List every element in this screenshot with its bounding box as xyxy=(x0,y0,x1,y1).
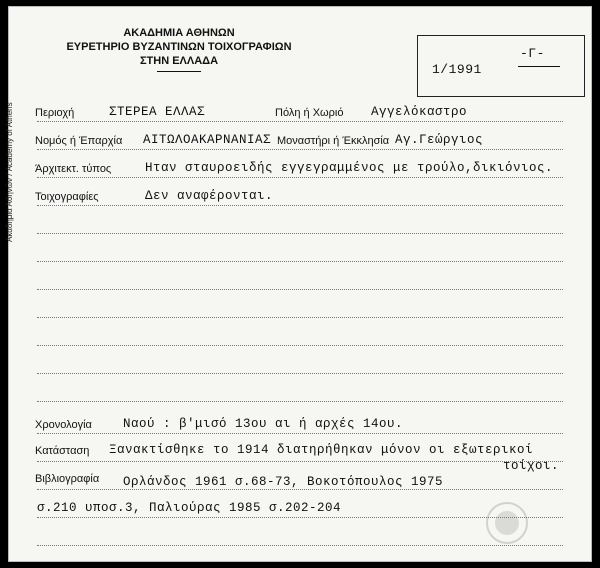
dotted-line xyxy=(37,517,563,518)
dotted-line xyxy=(37,205,563,206)
toixografies-value: Δεν αναφέρονται. xyxy=(145,189,274,203)
dotted-line xyxy=(37,373,563,374)
academy-seal-icon xyxy=(485,501,529,545)
dotted-line xyxy=(37,289,563,290)
card-letter: -Γ- xyxy=(520,46,545,61)
index-card xyxy=(5,6,592,562)
dotted-line xyxy=(37,345,563,346)
katastasi-label: Κατάσταση xyxy=(35,445,90,457)
dotted-line xyxy=(37,177,563,178)
xronologia-value: Ναού : β'μισό 13ου αι ή αρχές 14ου. xyxy=(123,417,404,431)
dotted-line xyxy=(37,545,563,546)
number-box xyxy=(417,35,585,97)
vivliografia-value: Ορλάνδος 1961 σ.68-73, Βοκοτόπουλος 1975 xyxy=(123,475,444,489)
dotted-line xyxy=(37,261,563,262)
dotted-line xyxy=(37,461,563,462)
moni-value: Αγ.Γεώργιος xyxy=(395,133,484,147)
xronologia-label: Χρονολογία xyxy=(35,419,92,431)
dotted-line xyxy=(37,233,563,234)
perioxi-label: Περιοχή xyxy=(35,107,75,119)
card-number: 1/1991 xyxy=(432,62,482,77)
katastasi-value: Ξανακτίσθηκε το 1914 διατηρήθηκαν μόνον οι εξωτερικοί xyxy=(109,443,534,457)
toixografies-label: Τοιχογραφίες xyxy=(35,191,99,203)
vivliografia-label: Βιβλιογραφία xyxy=(35,473,100,485)
header-line-2: ΕΥΡΕΤΗΡΙΟ ΒΥΖΑΝΤΙΝΩΝ ΤΟΙΧΟΓΡΑΦΙΩΝ xyxy=(66,41,292,53)
dotted-line xyxy=(37,489,563,490)
nomos-value: ΑΙΤΩΛΟΑΚΑΡΝΑΝΙΑΣ xyxy=(143,133,272,147)
moni-label: Μοναστήρι ή Έκκλησία xyxy=(277,135,390,147)
dotted-line xyxy=(37,401,563,402)
katastasi-value-line2: τοίχοι. xyxy=(503,459,560,473)
dotted-line xyxy=(37,121,563,122)
header-underline xyxy=(157,71,201,72)
side-watermark-text: Ακαδημία Αθηνών / Academy of Athens xyxy=(5,102,14,242)
nomos-label: Νομός ή Έπαρχία xyxy=(35,135,123,147)
arxitekt-label: Άρχιτεκτ. τύπος xyxy=(35,163,112,175)
letter-underline xyxy=(518,66,560,67)
header-line-3: ΣΤΗΝ ΕΛΛΑΔΑ xyxy=(139,55,219,67)
vivliografia-value-line2: σ.210 υποσ.3, Παλιούρας 1985 σ.202-204 xyxy=(37,501,342,515)
dotted-line xyxy=(37,317,563,318)
perioxi-value: ΣΤΕΡΕΑ ΕΛΛΑΣ xyxy=(109,105,206,119)
dotted-line xyxy=(37,433,563,434)
poli-value: Αγγελόκαστρο xyxy=(371,105,468,119)
header-line-1: ΑΚΑΔΗΜΙΑ ΑΘΗΝΩΝ xyxy=(123,27,235,39)
poli-label: Πόλη ή Χωριό xyxy=(275,107,344,119)
dotted-line xyxy=(37,149,563,150)
arxitekt-value: Ηταν σταυροειδής εγγεγραμμένος με τρούλο,δικιόνιος. xyxy=(145,161,554,175)
